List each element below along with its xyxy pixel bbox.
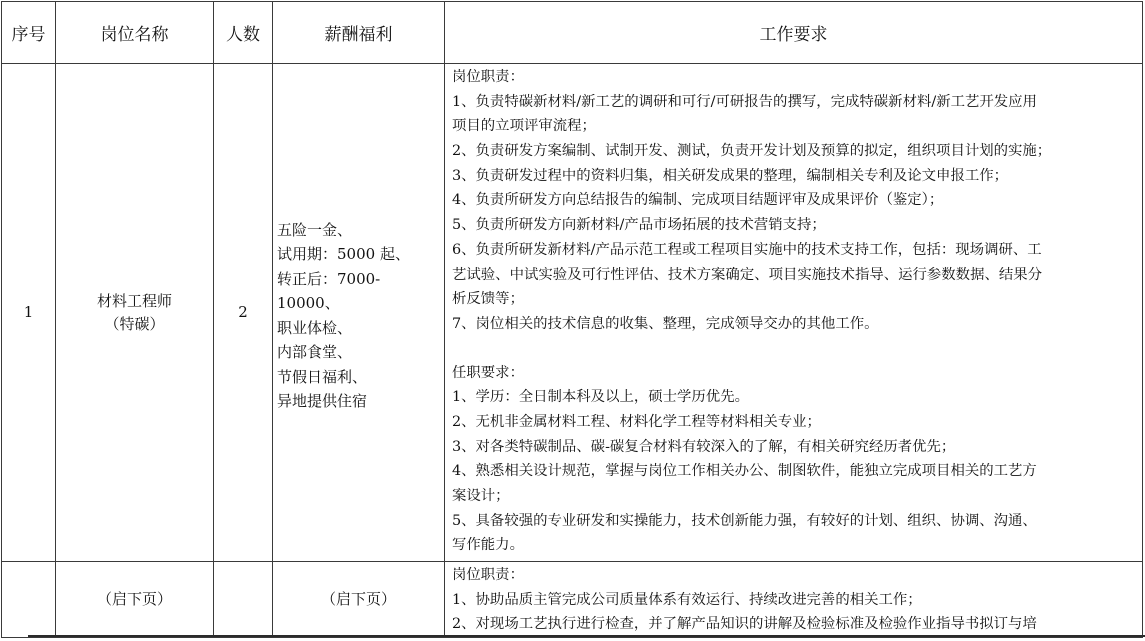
duty-line: 析反馈等； — [452, 291, 524, 308]
header-benefits: 薪酬福利 — [273, 2, 445, 64]
row-index: 1 — [2, 64, 56, 562]
duty-line: 6、负责所研发新材料/产品示范工程或工程项目实施中的技术支持工作，包括：现场调研、工 — [452, 241, 1042, 258]
duty-line: 艺试验、中试实验及可行性评估、技术方案确定、项目实施技术指导、运行参数数据、结果分 — [452, 266, 1043, 283]
benefit-item: 五险一金、 — [277, 220, 353, 239]
duty-line: 项目的立项评审流程； — [452, 118, 596, 135]
section-spacer — [452, 337, 1140, 361]
benefit-item: 转正后：7000-10000、 — [277, 269, 381, 312]
headcount — [214, 562, 273, 638]
duty-line: 7、岗位相关的技术信息的收集、整理，完成领导交办的其他工作。 — [452, 315, 879, 332]
header-index: 序号 — [2, 2, 56, 64]
page-bottom-rule — [28, 635, 1145, 637]
header-count: 人数 — [214, 2, 273, 64]
duty-line: 3、负责研发过程中的资料归集，相关研发成果的整理，编制相关专利及论文申报工作； — [452, 167, 1009, 184]
duty-line: 2、负责研发方案编制、试制开发、测试，负责开发计划及预算的拟定，组织项目计划的实施； — [452, 143, 1052, 160]
qualification-line: 5、具备较强的专业研发和实操能力，技术创新能力强，有较好的计划、组织、协调、沟通、 — [452, 512, 1037, 529]
benefit-item: 异地提供住宿 — [277, 392, 368, 410]
qualifications-title: 任职要求： — [452, 364, 524, 381]
benefit-item: 职业体检、 — [277, 318, 353, 337]
position-title: 材料工程师 — [96, 291, 172, 310]
qualification-line: 写作能力。 — [452, 537, 524, 554]
position-cell — [56, 64, 214, 562]
benefits-cell — [273, 64, 445, 562]
duties-title: 岗位职责： — [452, 567, 524, 583]
duty-line: 2、对现场工艺执行进行检查，并了解产品知识的讲解及检验标准及检验作业指导书拟订与培 — [452, 616, 1037, 633]
qualification-line: 3、对各类特碳制品、碳-碳复合材料有较深入的了解，有相关研究经历者优先； — [452, 438, 956, 455]
requirements-cell — [445, 64, 1143, 562]
header-position: 岗位名称 — [56, 2, 214, 64]
header-row — [2, 2, 1143, 64]
benefit-item: 试用期：5000 起、 — [277, 245, 410, 263]
table-row — [2, 64, 1143, 562]
duty-line: 1、负责特碳新材料/新工艺的调研和可行/可研报告的撰写，完成特碳新材料/新工艺开发应用 — [452, 93, 1037, 110]
row-index — [2, 562, 56, 638]
header-requirements: 工作要求 — [445, 2, 1143, 64]
benefits-continued: （启下页） — [273, 562, 445, 638]
job-table — [1, 1, 1143, 638]
qualification-line: 案设计； — [452, 488, 510, 504]
position-continued: （启下页） — [56, 562, 214, 638]
benefit-item: 节假日福利、 — [277, 367, 368, 386]
table-row — [2, 562, 1143, 638]
qualification-line: 2、无机非金属材料工程、材料化学工程等材料相关专业； — [452, 413, 821, 430]
duties-title: 岗位职责： — [452, 69, 524, 85]
qualification-line: 1、学历：全日制本科及以上，硕士学历优先。 — [452, 389, 749, 406]
requirements-cell — [445, 562, 1143, 638]
position-subtitle: （特碳） — [104, 314, 165, 333]
headcount: 2 — [214, 64, 273, 562]
benefit-item: 内部食堂、 — [277, 343, 353, 361]
qualification-line: 4、熟悉相关设计规范，掌握与岗位工作相关办公、制图软件，能独立完成项目相关的工艺方 — [452, 463, 1037, 480]
duty-line: 4、负责所研发方向总结报告的编制、完成项目结题评审及成果评价（鉴定）； — [452, 192, 944, 209]
duty-line: 1、协助品质主管完成公司质量体系有效运行、持续改进完善的相关工作； — [452, 591, 922, 608]
duty-line: 5、负责所研发方向新材料/产品市场拓展的技术营销支持； — [452, 217, 826, 234]
